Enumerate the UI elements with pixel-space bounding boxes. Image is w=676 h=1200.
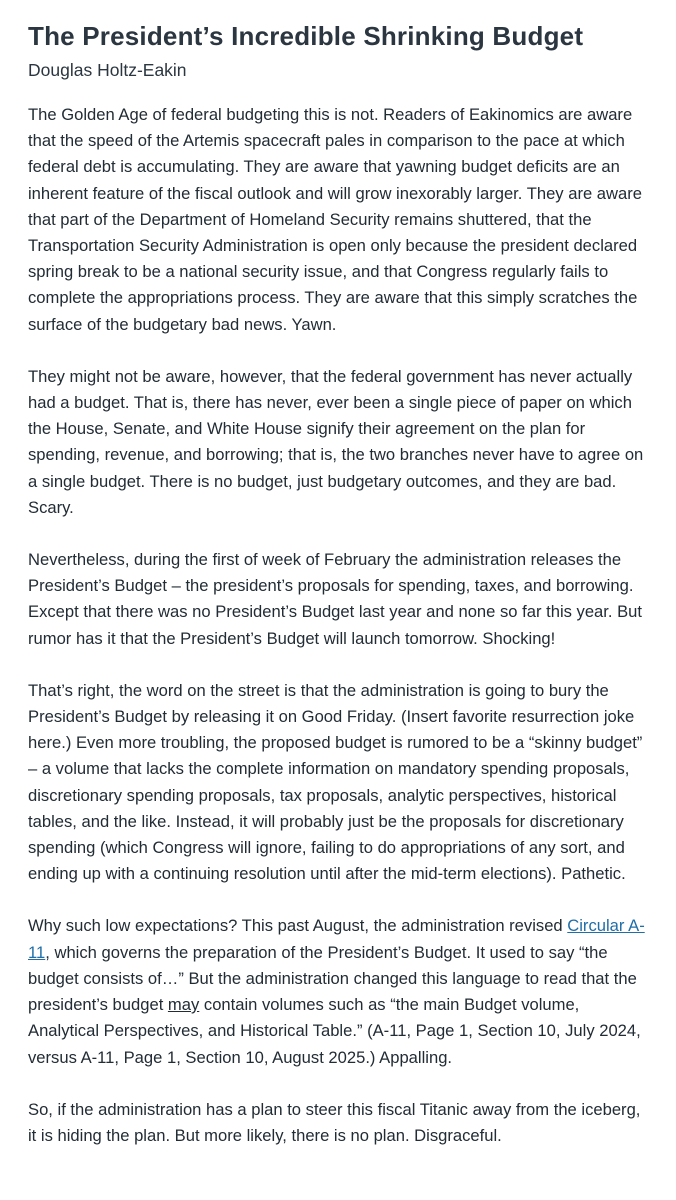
paragraph-6: So, if the administration has a plan to steer this fiscal Titanic away from the iceberg, it is hiding the plan. But more likely, there is no plan. Disgraceful. — [28, 1099, 641, 1145]
paragraph-3: Nevertheless, during the first of week of February the administration releases the President’s Budget – the president’s proposals for spending, taxes, and borrowing. Except that there was no President’s Budget last year and none so far this year. But rumor has it that the President’s Budget will launch tomorrow. Shocking! — [28, 550, 643, 648]
underlined-may: may — [167, 995, 200, 1015]
circular-a11-link[interactable]: Circular A-11 — [28, 916, 645, 962]
paragraph-5-text-b: , which governs the preparation of the President’s Budget. It used to say “the budget consists of…” But the administration changed this language to read that the president’s budget — [28, 942, 637, 1015]
paragraph-5-text-c: contain volumes such as “the main Budget volume, Analytical Perspectives, and Historical Table.” (A-11, Page 1, Section 10, July 2024, versus A-11, Page 1, Section 10, August 2025.) Appalling. — [28, 995, 641, 1067]
paragraph-2: They might not be aware, however, that the federal government has never actually had a budget. That is, there has never, ever been a single piece of paper on which the House, Senate, and White House signify their agreement on the plan for spending, revenue, and borrowing; that is, the two branches never have to agree on a single budget. There is no budget, just budgetary outcomes, and they are bad. Scary. — [28, 366, 644, 517]
paragraph-5-text-a: Why such low expectations? This past August, the administration revised — [28, 916, 568, 936]
article-body — [28, 102, 650, 1149]
article-title: The President’s Incredible Shrinking Budget — [28, 21, 584, 51]
article-author: Douglas Holtz-Eakin — [28, 60, 187, 80]
paragraph-5 — [28, 913, 650, 1070]
paragraph-1: The Golden Age of federal budgeting this is not. Readers of Eakinomics are aware that the speed of the Artemis spacecraft pales in comparison to the pace at which federal debt is accumulating. They are aware that yawning budget deficits are an inherent feature of the fiscal outlook and will grow inexorably larger. They are aware that part of the Department of Homeland Security remains shuttered, that the Transportation Security Administration is open only because the president declared spring break to be a national security issue, and that Congress regularly fails to complete the appropriations process. They are aware that this simply scratches the surface of the budgetary bad news. Yawn. — [28, 105, 643, 334]
paragraph-4: That’s right, the word on the street is that the administration is going to bury the President’s Budget by releasing it on Good Friday. (Insert favorite resurrection joke here.) Even more troubling, the proposed budget is rumored to be a “skinny budget” – a volume that lacks the complete information on mandatory spending proposals, discretionary spending proposals, tax proposals, analytic perspectives, historical tables, and the like. Instead, it will probably just be the proposals for discretionary spending (which Congress will ignore, failing to do appropriations of any sort, and ending up with a continuing resolution until after the mid-term elections). Pathetic. — [28, 680, 643, 884]
